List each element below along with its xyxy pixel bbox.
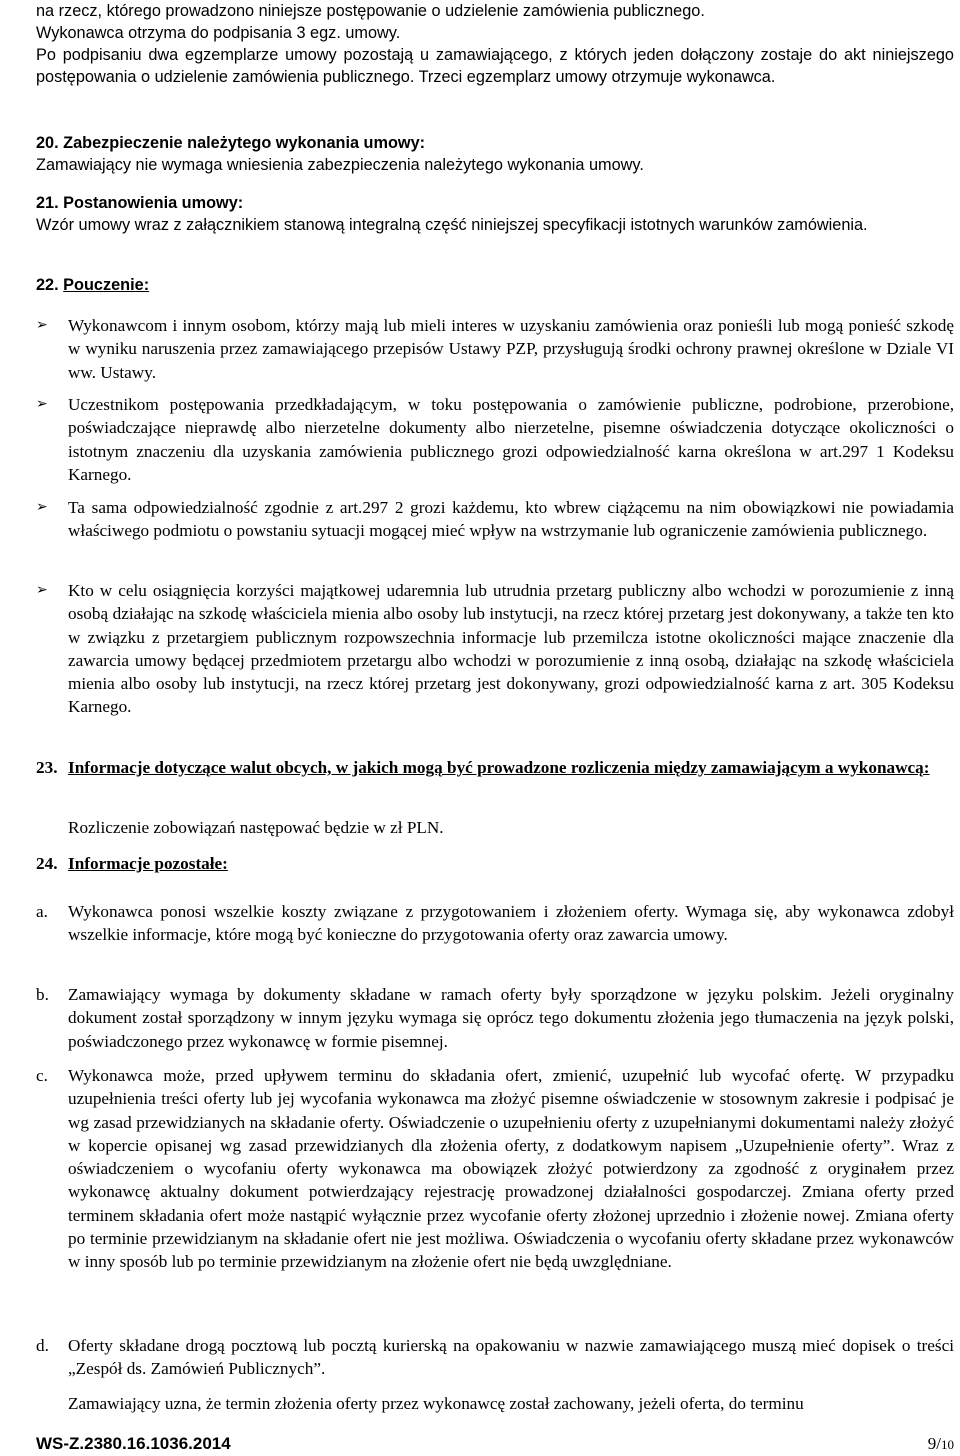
info-item-text: Oferty składane drogą pocztową lub pocztą kurierską na opakowaniu w nazwie zamawiającego muszą mieć dopisek o treści „Zespół ds. Zamówień Publicznych”. — [68, 1336, 954, 1379]
pouczenie-bullet-text: Ta sama odpowiedzialność zgodnie z art.297 2 grozi każdemu, kto wbrew ciążącemu na nim obowiązkowi nie powiadamia właściwego podmiotu o powstaniu sytuacji mogącej mieć wpływ na wstrzymanie lub ograniczenie zamówienia publicznego. — [68, 498, 954, 541]
page-footer — [36, 1434, 954, 1456]
pouczenie-bullet-text: Uczestnikom postępowania przedkładającym, w toku postępowania o zamówienie publiczne, podrobione, przerobione, poświadczające nieprawdę albo nierzetelne dokumenty albo nierzetelne, pisemne oświadczenia dotyczące okoliczności o istotnym znaczeniu dla uzyskania zamówienia publicznego grozi odpowiedzialność karna określona w art.297 1 Kodeksu Karnego. — [68, 395, 954, 484]
arrow-bullet-icon: ➢ — [36, 396, 48, 412]
document-code: WS-Z.2380.16.1036.2014 — [36, 1434, 231, 1453]
pouczenie-bullet-4 — [36, 579, 954, 719]
info-item-a — [36, 900, 954, 947]
info-item-letter: c. — [36, 1066, 48, 1085]
page-number — [928, 1434, 954, 1454]
section-24-number: 24. — [36, 854, 58, 873]
section-20-text: Zamawiający nie wymaga wniesienia zabezpieczenia należytego wykonania umowy. — [36, 156, 644, 174]
section-22-title: Pouczenie: — [63, 276, 150, 294]
section-22-number: 22. — [36, 276, 59, 294]
pouczenie-bullet-1 — [36, 314, 954, 384]
info-item-c — [36, 1064, 954, 1274]
section-20-heading: 20. Zabezpieczenie należytego wykonania umowy: — [36, 134, 426, 152]
info-item-text: Zamawiający wymaga by dokumenty składane w ramach oferty były sporządzone w języku polskim. Jeżeli oryginalny dokument został sporządzony w innym języku wymaga się oprócz tego dokumentu złożenia jego tłumaczenia na język polski, poświadczonego przez wykonawcę w formie pisemnej. — [68, 985, 954, 1051]
section-21-heading: 21. Postanowienia umowy: — [36, 194, 244, 212]
info-item-letter: b. — [36, 985, 49, 1004]
info-item-b — [36, 983, 954, 1053]
arrow-bullet-icon: ➢ — [36, 582, 48, 598]
intro-line-1: na rzecz, którego prowadzono niniejsze postępowanie o udzielenie zamówienia publicznego. — [36, 2, 705, 20]
info-item-letter: d. — [36, 1336, 49, 1355]
section-24-title: Informacje pozostałe: — [68, 854, 228, 873]
section-22-heading — [36, 274, 954, 296]
intro-line-2: Wykonawca otrzyma do podpisania 3 egz. umowy. — [36, 24, 401, 42]
info-item-d — [36, 1334, 954, 1381]
pouczenie-bullet-2 — [36, 393, 954, 486]
section-23-text: Rozliczenie zobowiązań następować będzie w zł PLN. — [68, 818, 444, 837]
trailing-text: Zamawiający uzna, że termin złożenia oferty przez wykonawcę został zachowany, jeżeli oferta, do terminu — [68, 1394, 804, 1413]
section-23-heading — [36, 756, 954, 779]
arrow-bullet-icon: ➢ — [36, 499, 48, 515]
pouczenie-bullet-text: Kto w celu osiągnięcia korzyści majątkowej udaremnia lub utrudnia przetarg publiczny albo wchodzi w porozumienie z inną osobą działając na szkodę właściciela mienia albo osoby lub instytucji, na rzecz której przetarg jest dokonywany, a także ten kto w związku z przetargiem publicznym rozpowszechnia informacje lub przemilcza istotne okoliczności mające znaczenie dla zawarcia umowy będącej przedmiotem przetargu albo wchodzi w porozumienie z inną osobą, działając na szkodę właściciela mienia albo osoby lub instytucji, na rzecz której przetarg jest dokonywany, grozi odpowiedzialność karna z art. 305 Kodeksu Karnego. — [68, 581, 954, 717]
section-23-number: 23. — [36, 758, 58, 777]
pouczenie-bullet-text: Wykonawcom i innym osobom, którzy mają lub mieli interes w uzyskaniu zamówienia oraz ponieśli lub mogą ponieść szkodę w wyniku naruszenia przez zamawiającego przepisów Ustawy PZP, przysługują środki ochrony prawnej określone w Dziale VI ww. Ustawy. — [68, 316, 954, 382]
section-21-text: Wzór umowy wraz z załącznikiem stanową integralną część niniejszej specyfikacji istotnych warunków zamówienia. — [36, 216, 868, 234]
arrow-bullet-icon: ➢ — [36, 317, 48, 333]
section-24-heading — [36, 852, 954, 875]
info-item-text: Wykonawca może, przed upływem terminu do składania ofert, zmienić, uzupełnić lub wycofać ofertę. W przypadku uzupełnienia treści oferty lub jej wycofania wykonawca ma złożyć pisemne oświadczenie w stosownym zakresie i podpisać je wg zasad przewidzianych na składanie oferty. Oświadczenie o uzupełnieniu oferty z uzupełnianymi dokumentami należy złożyć w kopercie opisanej wg zasad przewidzianych dla złożenia oferty, z dodatkowym napisem „Uzupełnienie oferty”. Wraz z oświadczeniem o wycofaniu oferty wykonawca ma obowiązek złożyć potwierdzony za zgodność z oryginałem przez wykonawcę aktualny dokument potwierdzający rejestrację prowadzonej działalności gospodarczej. Zmiana oferty przed terminem składania ofert może nastąpić wyłącznie przez wycofanie oferty złożonej uprzednio i złożenie nowej. Zmiana oferty po terminie przewidzianym na składanie ofert nie jest możliwa. Oświadczenia o wycofaniu oferty składane przez wykonawców w inny sposób lub po terminie przewidzianym na złożenie ofert nie będą uwzględniane. — [68, 1066, 954, 1272]
pouczenie-bullet-3 — [36, 496, 954, 543]
intro-paragraph: Po podpisaniu dwa egzemplarze umowy pozostają u zamawiającego, z których jeden dołączony zostaje do akt niniejszego postępowania o udzielenie zamówienia publicznego. Trzeci egzemplarz umowy otrzymuje wykonawca. — [36, 46, 954, 86]
page-current: 9/ — [927, 1434, 941, 1453]
info-item-letter: a. — [36, 902, 48, 921]
section-23-title: Informacje dotyczące walut obcych, w jakich mogą być prowadzone rozliczenia między zamawiającym a wykonawcą: — [68, 758, 930, 777]
info-item-text: Wykonawca ponosi wszelkie koszty związane z przygotowaniem i złożeniem oferty. Wymaga się, aby wykonawca zdobył wszelkie informacje, które mogą być konieczne do przygotowania oferty oraz zawarcia umowy. — [68, 902, 954, 945]
page-total: 10 — [941, 1437, 954, 1452]
